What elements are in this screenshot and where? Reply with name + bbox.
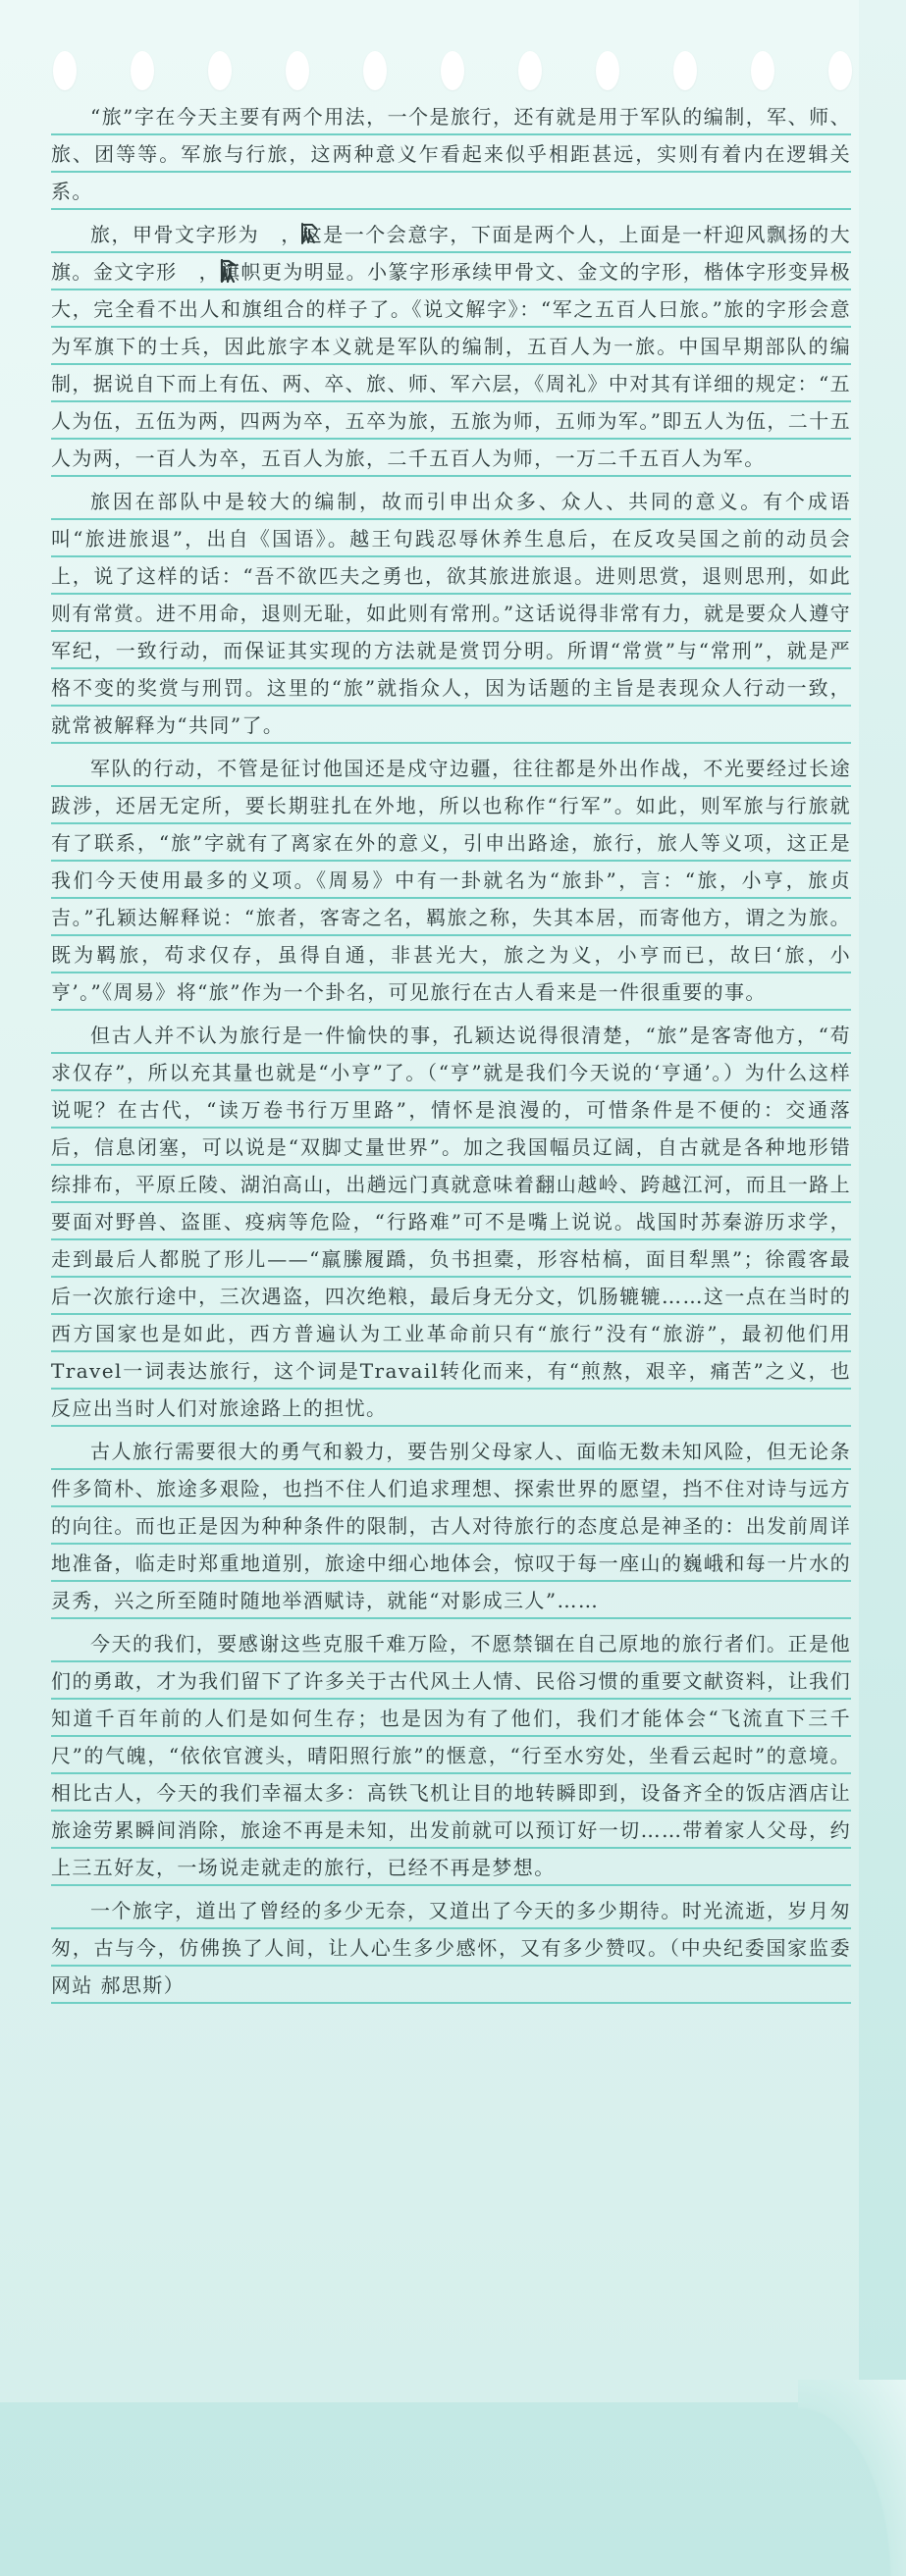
paragraph-text: ，这是一个会意字，下面是两个人，上面是一杆迎风飘扬的大旗。金文字形 <box>51 223 851 284</box>
paragraph: 古人旅行需要很大的勇气和毅力，要告别父母家人、面临无数未知风险，但无论条件多简朴、旅途多艰险，也挡不住人们追求理想、探索世界的愿望，挡不住对诗与远方的向往。而也正是因为种种条件的限制，古人对待旅行的态度总是神圣的：出发前周详地准备，临走时郑重地道别，旅途中细心地体会，惊叹于每一座山的巍峨和每一片水的灵秀，兴之所至随时随地举酒赋诗，就能“对影成三人”…… <box>51 1433 851 1619</box>
binder-hole <box>363 51 387 90</box>
paragraph: “旅”字在今天主要有两个用法，一个是旅行，还有就是用于军队的编制，军、师、旅、团等等。军旅与行旅，这两种意义乍看起来似乎相距甚远，实则有着内在逻辑关系。 <box>51 98 851 210</box>
binder-hole <box>673 51 697 90</box>
binder-hole <box>518 51 542 90</box>
binder-hole <box>441 51 464 90</box>
oracle-bone-lv-glyph-icon <box>259 220 281 243</box>
paragraph-text: 旅，甲骨文字形为 <box>90 223 260 246</box>
binder-hole <box>286 51 309 90</box>
bronze-lv-glyph-icon <box>178 257 199 281</box>
page-curl <box>798 2380 906 2576</box>
binder-hole <box>828 51 852 90</box>
article-body <box>51 98 851 2010</box>
binder-hole <box>53 51 77 90</box>
paragraph: 一个旅字，道出了曾经的多少无奈，又道出了今天的多少期待。时光流逝，岁月匆匆，古与今，仿佛换了人间，让人心生多少感怀，又有多少赞叹。（中央纪委国家监委网站 郝思斯） <box>51 1892 851 2004</box>
paragraph <box>51 216 851 477</box>
binder-hole <box>131 51 154 90</box>
binder-hole <box>596 51 619 90</box>
paragraph: 但古人并不认为旅行是一件愉快的事，孔颖达说得很清楚，“旅”是客寄他方，“苟求仅存”，所以充其量也就是“小亨”了。（“亨”就是我们今天说的‘亨通’。）为什么这样说呢？在古代，“读万卷书行万里路”，情怀是浪漫的，可惜条件是不便的：交通落后，信息闭塞，可以说是“双脚丈量世界”。加之我国幅员辽阔，自古就是各种地形错综排布，平原丘陵、湖泊高山，出趟远门真就意味着翻山越岭、跨越江河，而且一路上要面对野兽、盗匪、疫病等危险，“行路难”可不是嘴上说说。战国时苏秦游历求学，走到最后人都脱了形儿——“羸縢履蹻，负书担橐，形容枯槁，面目犁黑”；徐霞客最后一次旅行途中，三次遇盗，四次绝粮，最后身无分文，饥肠辘辘……这一点在当时的西方国家也是如此，西方普遍认为工业革命前只有“旅行”没有“旅游”，最初他们用Travel一词表达旅行，这个词是Travail转化而来，有“煎熬，艰辛，痛苦”之义，也反应出当时人们对旅途路上的担忧。 <box>51 1017 851 1427</box>
paragraph: 今天的我们，要感谢这些克服千难万险，不愿禁锢在自己原地的旅行者们。正是他们的勇敢，才为我们留下了许多关于古代风土人情、民俗习惯的重要文献资料，让我们知道千百年前的人们是如何生存；也是因为有了他们，我们才能体会“飞流直下三千尺”的气魄，“依依官渡头，晴阳照行旅”的惬意，“行至水穷处，坐看云起时”的意境。相比古人，今天的我们幸福太多：高铁飞机让目的地转瞬即到，设备齐全的饭店酒店让旅途劳累瞬间消除，旅途不再是未知，出发前就可以预订好一切……带着家人父母，约上三五好友，一场说走就走的旅行，已经不再是梦想。 <box>51 1625 851 1886</box>
paragraph-text: ，旗帜更为明显。小篆字形承续甲骨文、金文的字形，楷体字形变异极大，完全看不出人和旗组合的样子了。《说文解字》：“军之五百人曰旅。”旅的字形会意为军旗下的士兵，因此旅字本义就是军队的编制，五百人为一旅。中国早期部队的编制，据说自下而上有伍、两、卒、旅、师、军六层，《周礼》中对其有详细的规定：“五人为伍，五伍为两，四两为卒，五卒为旅，五旅为师，五师为军。”即五人为伍，二十五人为两，一百人为卒，五百人为旅，二千五百人为师，一万二千五百人为军。 <box>51 260 851 470</box>
binder-hole <box>208 51 232 90</box>
paragraph: 军队的行动，不管是征讨他国还是戍守边疆，往往都是外出作战，不光要经过长途跋涉，还居无定所，要长期驻扎在外地，所以也称作“行军”。如此，则军旅与行旅就有了联系，“旅”字就有了离家在外的意义，引申出路途，旅行，旅人等义项，这正是我们今天使用最多的义项。《周易》中有一卦就名为“旅卦”，言：“旅，小亨，旅贞吉。”孔颖达解释说：“旅者，客寄之名，羁旅之称，失其本居，而寄他方，谓之为旅。既为羁旅，苟求仅存，虽得自通，非甚光大，旅之为义，小亨而已，故曰‘旅，小亨’。”《周易》将“旅”作为一个卦名，可见旅行在古人看来是一件很重要的事。 <box>51 750 851 1011</box>
paragraph: 旅因在部队中是较大的编制，故而引申出众多、众人、共同的意义。有个成语叫“旅进旅退”，出自《国语》。越王句践忍辱休养生息后，在反攻吴国之前的动员会上，说了这样的话：“吾不欲匹夫之勇也，欲其旅进旅退。进则思赏，退则思刑，如此则有常赏。进不用命，退则无耻，如此则有常刑。”这话说得非常有力，就是要众人遵守军纪，一致行动，而保证其实现的方法就是赏罚分明。所谓“常赏”与“常刑”，就是严格不变的奖赏与刑罚。这里的“旅”就指众人，因为话题的主旨是表现众人行动一致，就常被解释为“共同”了。 <box>51 483 851 744</box>
binder-hole <box>751 51 774 90</box>
